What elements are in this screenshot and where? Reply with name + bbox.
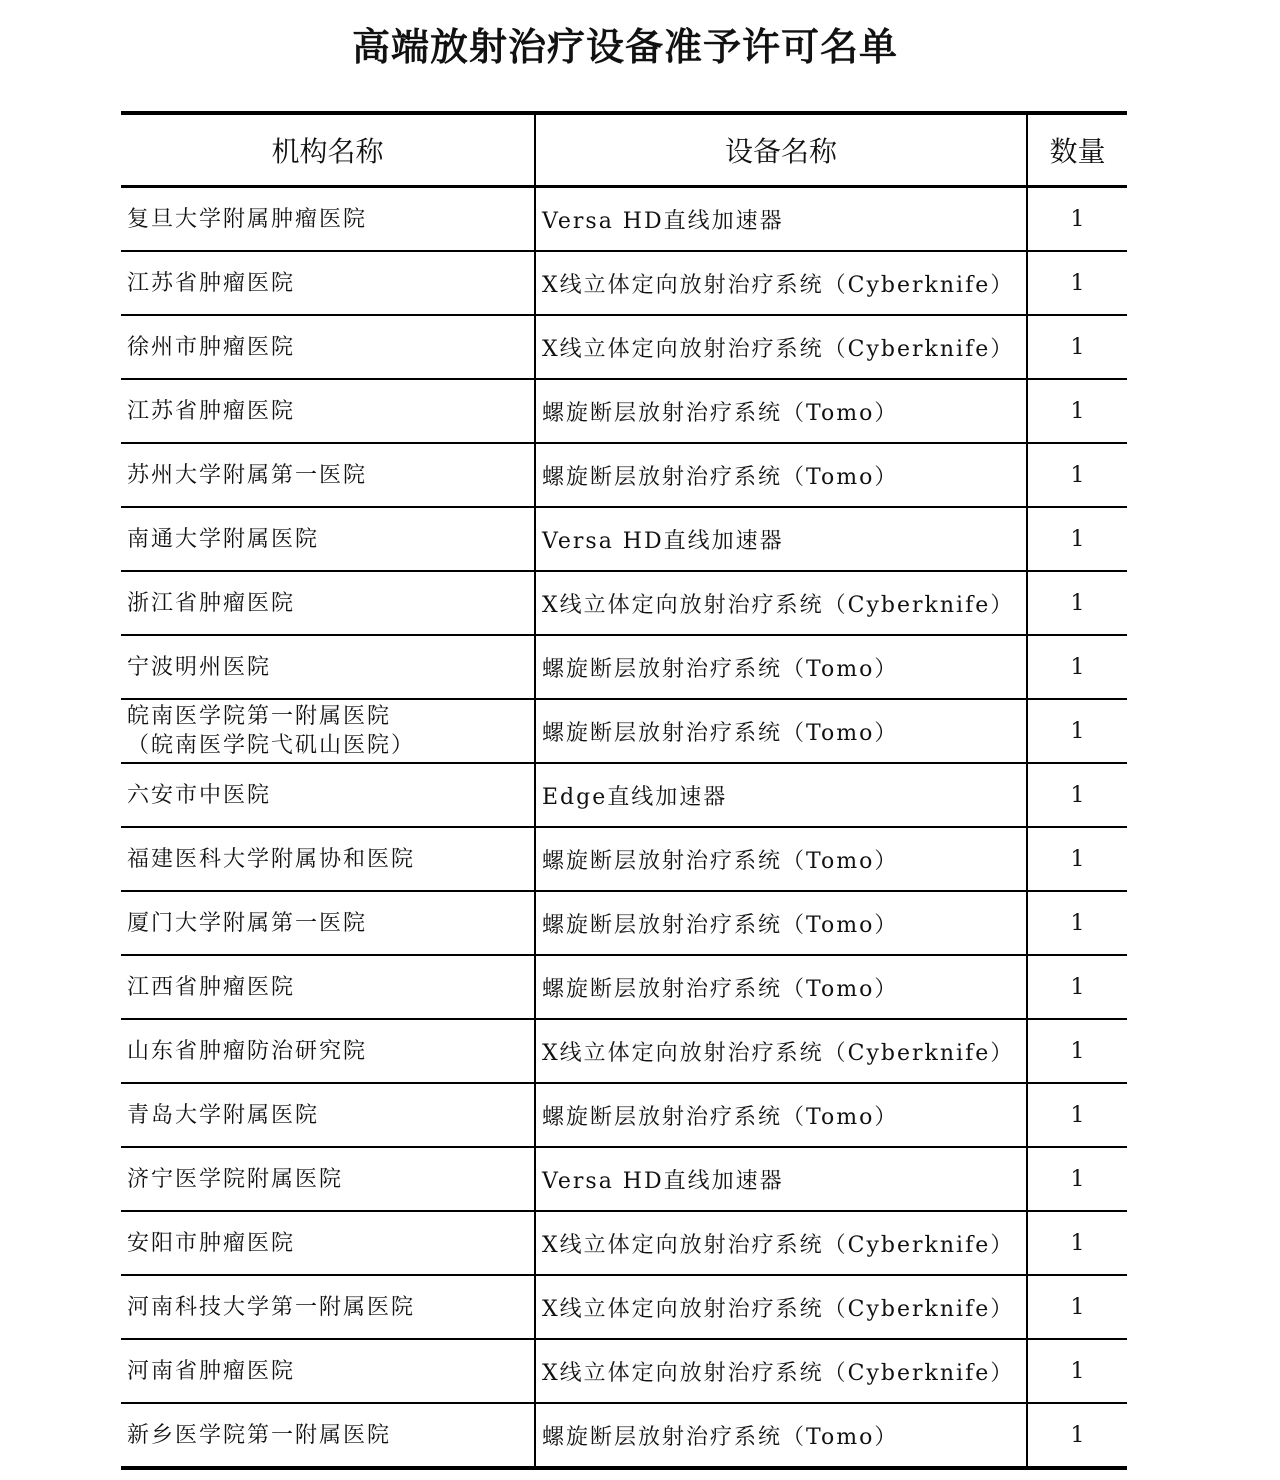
device-cell: 螺旋断层放射治疗系统（Tomo） [535,379,1027,443]
institution-cell [121,1147,535,1211]
device-cell: Edge直线加速器 [535,763,1027,827]
institution-cell [121,955,535,1019]
institution-name: 宁波明州医院 [127,654,272,680]
table-row [121,699,1127,763]
device-cell: X线立体定向放射治疗系统（Cyberknife） [535,1211,1027,1275]
institution-name: 青岛大学附属医院 [127,1102,320,1128]
institution-name: 苏州大学附属第一医院 [127,462,368,488]
device-cell: 螺旋断层放射治疗系统（Tomo） [535,891,1027,955]
quantity-cell: 1 [1027,1147,1127,1211]
institution-name: 河南省肿瘤医院 [127,1358,296,1384]
quantity-cell: 1 [1027,955,1127,1019]
table-row [121,251,1127,315]
header-device: 设备名称 [535,113,1027,187]
institution-cell [121,251,535,315]
device-cell: 螺旋断层放射治疗系统（Tomo） [535,1083,1027,1147]
institution-cell [121,635,535,699]
institution-name: 厦门大学附属第一医院 [127,910,368,936]
device-cell: Versa HD直线加速器 [535,507,1027,571]
institution-cell [121,1275,535,1339]
table-row [121,1147,1127,1211]
device-cell: 螺旋断层放射治疗系统（Tomo） [535,699,1027,763]
table-row [121,1339,1127,1403]
device-cell: Versa HD直线加速器 [535,187,1027,252]
quantity-cell: 1 [1027,1339,1127,1403]
header-row [121,113,1127,187]
device-cell: Versa HD直线加速器 [535,1147,1027,1211]
institution-cell [121,891,535,955]
quantity-cell: 1 [1027,443,1127,507]
quantity-cell: 1 [1027,763,1127,827]
institution-cell [121,1339,535,1403]
table-row [121,827,1127,891]
table-row [121,955,1127,1019]
table-row [121,443,1127,507]
institution-name: 河南科技大学第一附属医院 [127,1294,416,1320]
table-row [121,891,1127,955]
institution-name: 南通大学附属医院 [127,526,320,552]
quantity-cell: 1 [1027,379,1127,443]
institution-cell [121,379,535,443]
device-cell: 螺旋断层放射治疗系统（Tomo） [535,635,1027,699]
device-cell: X线立体定向放射治疗系统（Cyberknife） [535,1275,1027,1339]
institution-name: 新乡医学院第一附属医院 [127,1422,392,1448]
institution-name: 江苏省肿瘤医院 [127,398,296,424]
table-row [121,1083,1127,1147]
license-table [121,111,1127,1470]
quantity-cell: 1 [1027,1211,1127,1275]
quantity-cell: 1 [1027,891,1127,955]
institution-cell [121,507,535,571]
quantity-cell: 1 [1027,1275,1127,1339]
table-row [121,507,1127,571]
institution-name: 江西省肿瘤医院 [127,974,296,1000]
institution-cell [121,699,535,763]
institution-cell [121,187,535,252]
device-cell: 螺旋断层放射治疗系统（Tomo） [535,1403,1027,1468]
device-cell: X线立体定向放射治疗系统（Cyberknife） [535,1019,1027,1083]
header-quantity: 数量 [1027,113,1127,187]
quantity-cell: 1 [1027,699,1127,763]
header-institution: 机构名称 [121,113,535,187]
institution-cell [121,763,535,827]
quantity-cell: 1 [1027,1019,1127,1083]
institution-name: 复旦大学附属肿瘤医院 [127,206,368,232]
institution-name: 江苏省肿瘤医院 [127,270,296,296]
table-row [121,763,1127,827]
quantity-cell: 1 [1027,315,1127,379]
institution-name: 六安市中医院 [127,782,272,808]
device-cell: X线立体定向放射治疗系统（Cyberknife） [535,1339,1027,1403]
quantity-cell: 1 [1027,1403,1127,1468]
quantity-cell: 1 [1027,187,1127,252]
institution-cell [121,1211,535,1275]
device-cell: X线立体定向放射治疗系统（Cyberknife） [535,251,1027,315]
institution-cell [121,827,535,891]
quantity-cell: 1 [1027,507,1127,571]
quantity-cell: 1 [1027,571,1127,635]
device-cell: X线立体定向放射治疗系统（Cyberknife） [535,571,1027,635]
device-cell: 螺旋断层放射治疗系统（Tomo） [535,827,1027,891]
device-cell: 螺旋断层放射治疗系统（Tomo） [535,955,1027,1019]
table-row [121,379,1127,443]
institution-name: 皖南医学院第一附属医院 [127,704,392,729]
table-row [121,571,1127,635]
institution-cell [121,1019,535,1083]
quantity-cell: 1 [1027,827,1127,891]
institution-cell [121,571,535,635]
quantity-cell: 1 [1027,251,1127,315]
device-cell: 螺旋断层放射治疗系统（Tomo） [535,443,1027,507]
table-header [121,113,1127,187]
institution-name: （皖南医学院弋矶山医院） [127,733,416,758]
table-row [121,1211,1127,1275]
institution-name: 山东省肿瘤防治研究院 [127,1038,368,1064]
institution-cell [121,315,535,379]
table-row [121,635,1127,699]
page-title: 高端放射治疗设备准予许可名单 [351,25,898,69]
institution-name: 浙江省肿瘤医院 [127,590,296,616]
table-row [121,1019,1127,1083]
institution-name: 福建医科大学附属协和医院 [127,846,416,872]
quantity-cell: 1 [1027,635,1127,699]
institution-name: 徐州市肿瘤医院 [127,334,296,360]
table-body [121,187,1127,1469]
table-row [121,187,1127,252]
device-cell: X线立体定向放射治疗系统（Cyberknife） [535,315,1027,379]
institution-cell [121,443,535,507]
table-row [121,315,1127,379]
table-row [121,1275,1127,1339]
quantity-cell: 1 [1027,1083,1127,1147]
institution-cell [121,1403,535,1468]
institution-name: 安阳市肿瘤医院 [127,1230,296,1256]
institution-name: 济宁医学院附属医院 [127,1166,344,1192]
institution-cell [121,1083,535,1147]
table-row [121,1403,1127,1468]
